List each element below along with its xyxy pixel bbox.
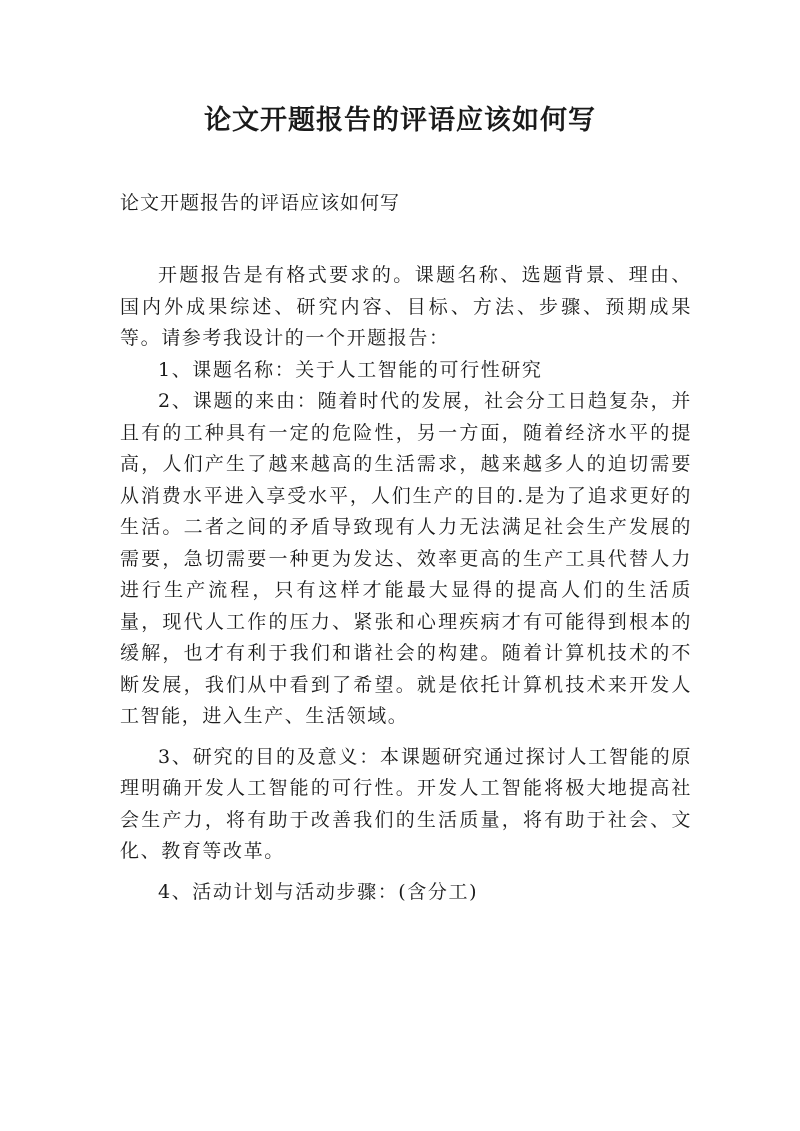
document-subtitle: 论文开题报告的评语应该如何写 bbox=[120, 192, 401, 214]
paragraph-topic-origin: 2、课题的来由：随着时代的发展，社会分工日趋复杂，并且有的工种具有一定的危险性，另一方面，随着经济水平的提高，人们产生了越来越高的生活需求，越来越多人的迫切需要从消费水平进入享受水平，人们生产的目的.是为了追求更好的生活。二者之间的矛盾导致现有人力无法满足社会生产发展的需要，急切需要一种更为发达、效率更高的生产工具代替人力进行生产流程，只有这样才能最大显得的提高人们的生活质量，现代人工作的压力、紧张和心理疾病才有可能得到根本的缓解，也才有利于我们和谐社会的构建。随着计算机技术的不断发展，我们从中看到了希望。就是依托计算机技术来开发人工智能，进入生产、生活领域。 bbox=[120, 390, 692, 727]
paragraph-plan: 4、活动计划与活动步骤：(含分工) bbox=[158, 880, 479, 903]
paragraph-intro: 开题报告是有格式要求的。课题名称、选题背景、理由、国内外成果综述、研究内容、目标、方法、步骤、预期成果等。请参考我设计的一个开题报告： bbox=[120, 264, 692, 349]
paragraph-purpose: 3、研究的目的及意义：本课题研究通过探讨人工智能的原理明确开发人工智能的可行性。开发人工智能将极大地提高社会生产力，将有助于改善我们的生活质量，将有助于社会、文化、教育等改革。 bbox=[120, 745, 692, 862]
document-body bbox=[120, 260, 692, 908]
document-title: 论文开题报告的评语应该如何写 bbox=[204, 105, 596, 136]
paragraph-topic-name: 1、课题名称：关于人工智能的可行性研究 bbox=[158, 358, 543, 381]
